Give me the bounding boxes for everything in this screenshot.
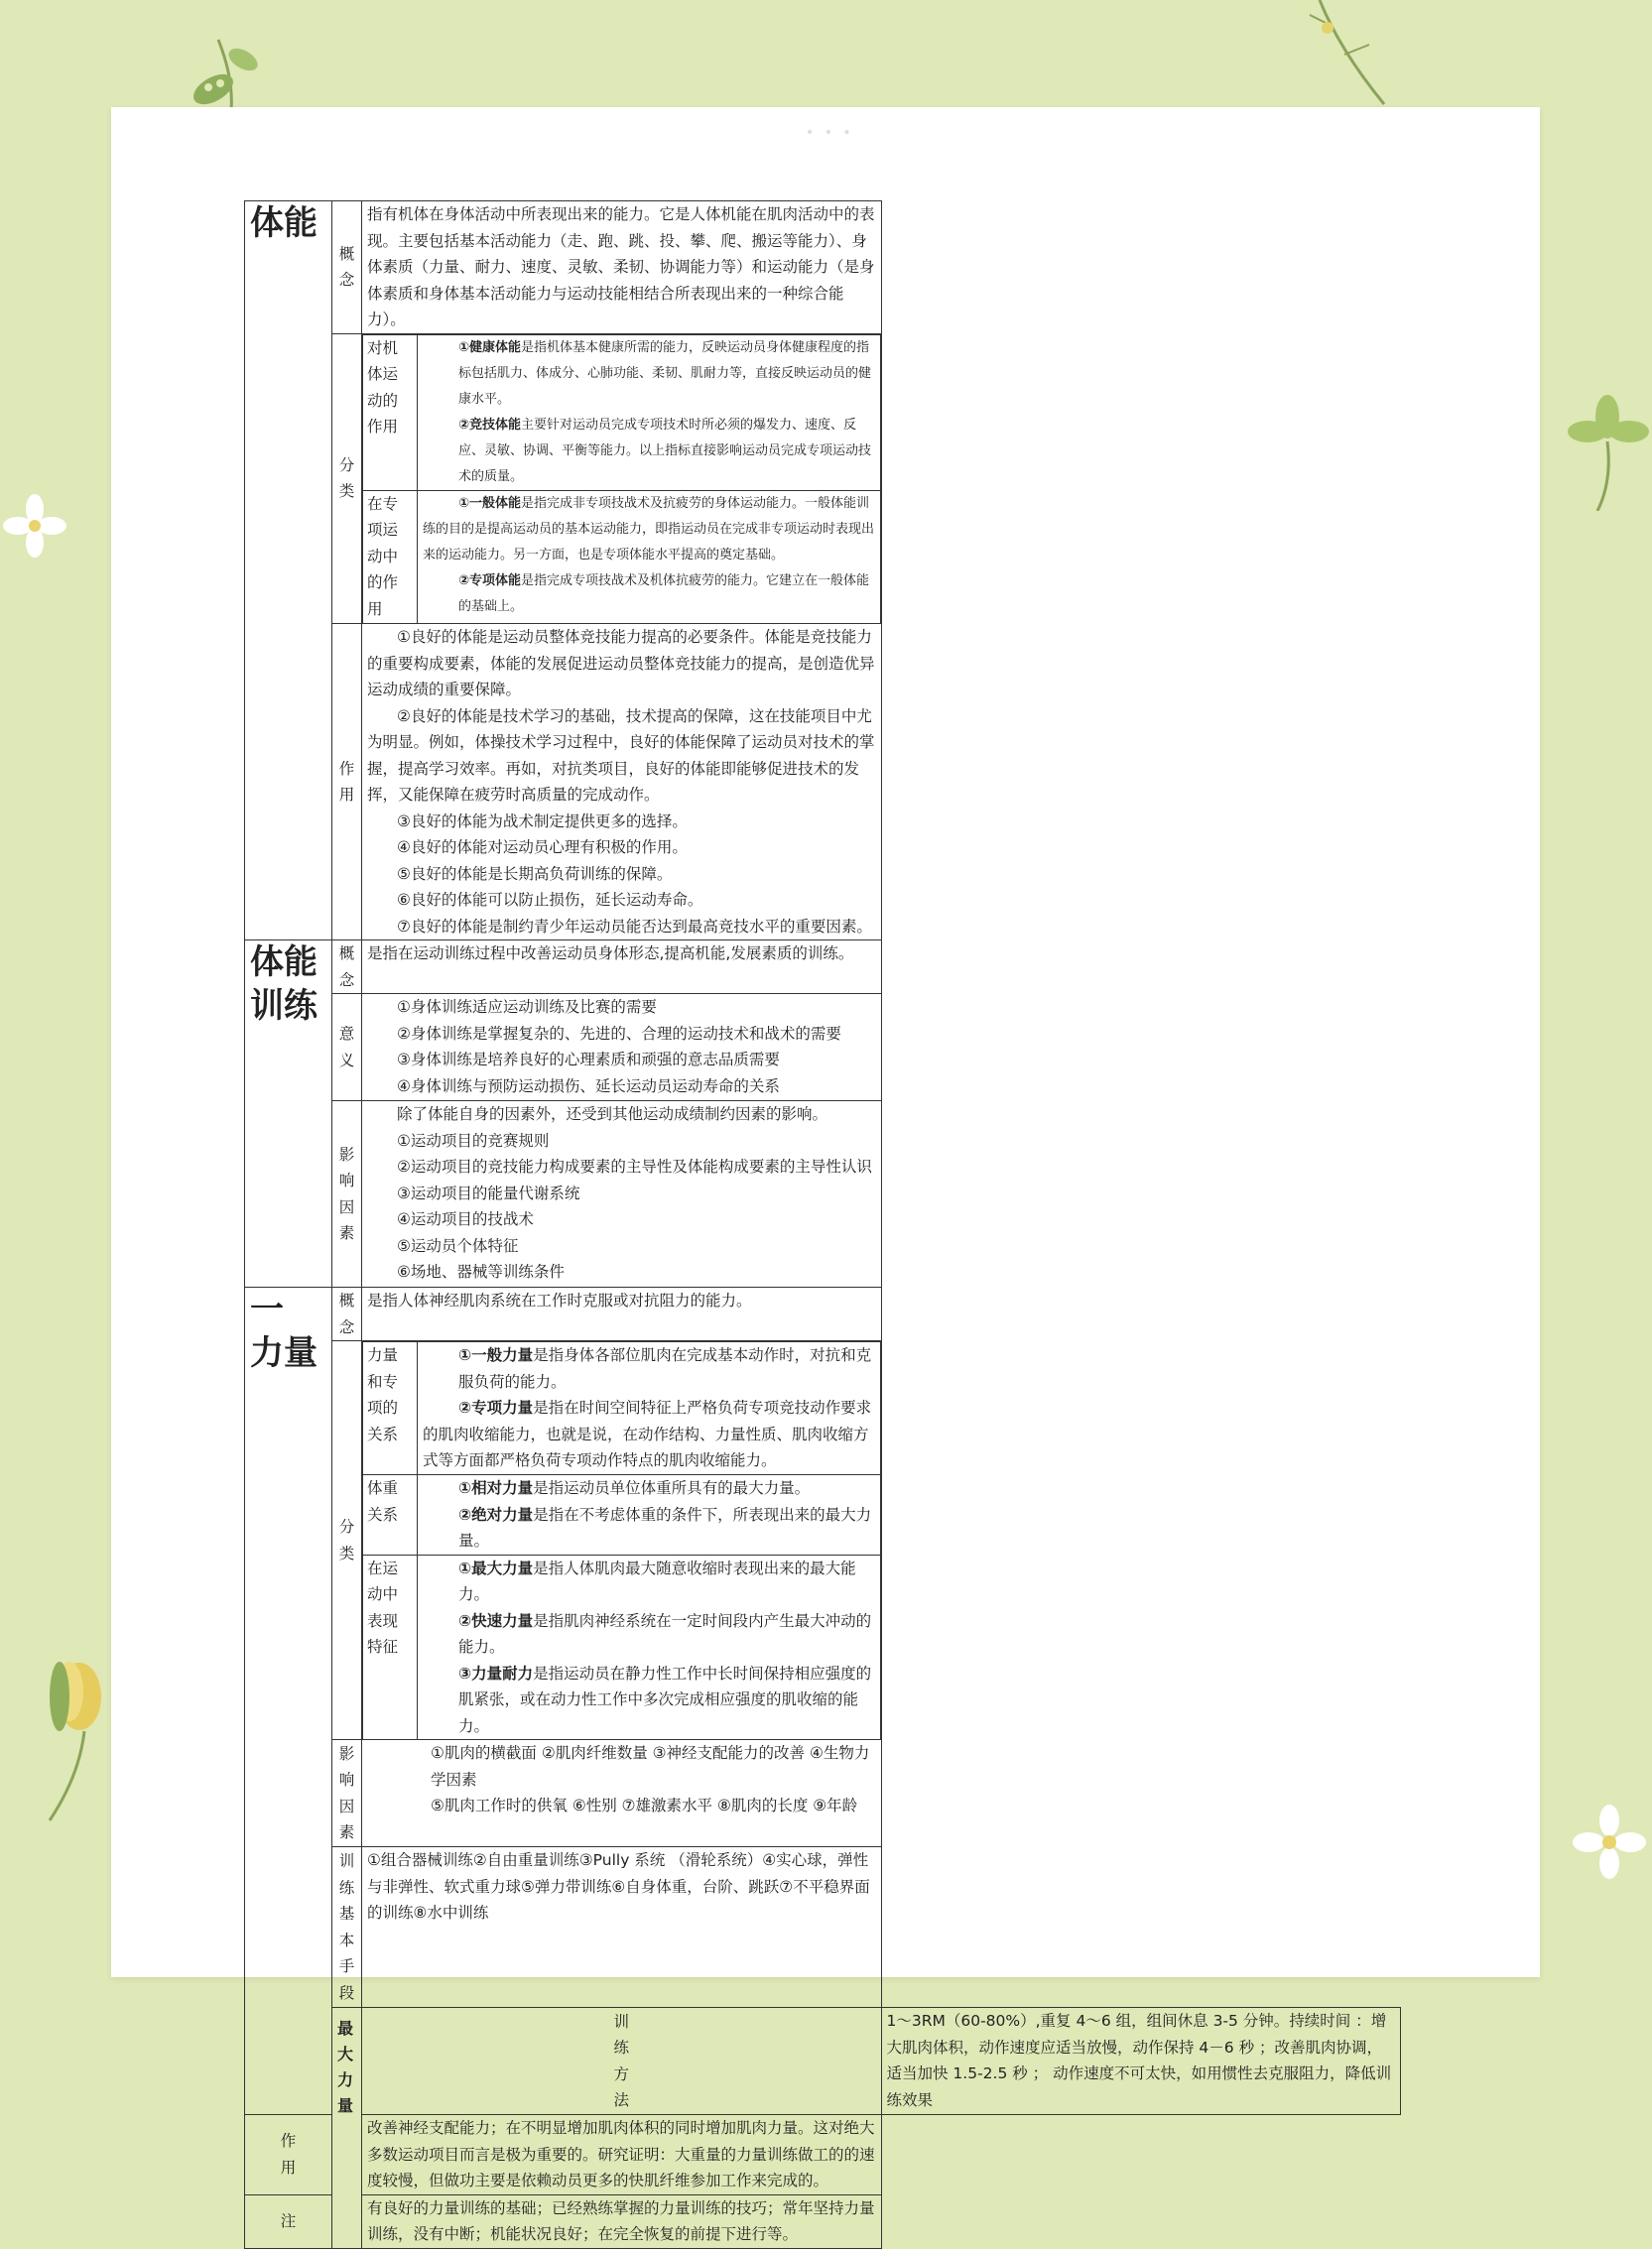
flower-bottom-right-icon (1568, 1801, 1652, 1885)
role-content: ①良好的体能是运动员整体竞技能力提高的必要条件。体能是竞技能力的重要构成要素，体能的发展促进运动员整体竞技能力的提高，是创造优异运动成绩的重要保障。 ②良好的体能是技术学习的基础，技术提高的保障，这在技能项目中尤为明显。例如，体操技术学习过程中，良好的体能保障了运动员对技术的掌握，提高学习效率。再如，对抗类项目，良好的体能即能够促进技术的发挥，又能保障在疲劳时高质量的完成动作。 ③良好的体能为战术制定提供更多的选择。 ④良好的体能对运动员心理有积极的作用。 ⑤良好的体能是长期高负荷训练的保障。 ⑥良好的体能可以防止损伤，延长运动寿命。 ⑦良好的体能是制约青少年运动员能否达到最高竞技水平的重要因素。 (362, 624, 882, 940)
strength-classification-subtable (362, 1341, 881, 1739)
branch-top-right-icon (1290, 0, 1409, 109)
flower-left-icon (0, 491, 79, 570)
row-label-concept: 概念 (332, 201, 362, 334)
row-label-role: 作用 (332, 624, 362, 940)
row-label-factors: 影响因素 (332, 1101, 362, 1288)
section-heading-max-strength: 最大力量 (332, 2008, 362, 2249)
tulip-left-icon (30, 1637, 119, 1825)
row-label-meaning: 意义 (332, 994, 362, 1101)
strength-concept-text: 是指人体神经肌肉系统在工作时克服或对抗阻力的能力。 (362, 1288, 882, 1341)
section-heading-fitness-training: 体能 训练 (245, 940, 332, 1288)
row-label-training-means: 训练基本手段 (332, 1847, 362, 2008)
sub-label-body-movement: 对机体运动的作用 (363, 334, 418, 490)
strength-class1-content: ①一般力量是指身体各部位肌肉在完成基本动作时，对抗和克服负荷的能力。 ②专项力量是指在时间空间特征上严格负荷专项竞技动作要求的肌肉收缩能力，也就是说，在动作结构、力量性质、肌肉收缩方式等方面都严格负荷专项动作特点的肌肉收缩能力。 (418, 1342, 881, 1475)
page-indicator-dots: • • • (806, 125, 854, 141)
strength-class2-content: ①相对力量是指运动员单位体重所具有的最大力量。 ②绝对力量是指在不考虑体重的条件下，所表现出来的最大力量。 (418, 1475, 881, 1556)
sub-label-body-weight: 体重关系 (363, 1475, 418, 1556)
concept-text: 指有机体在身体活动中所表现出来的能力。它是人体机能在肌肉活动中的表现。主要包括基本活动能力（走、跑、跳、投、攀、爬、搬运等能力）、身体素质（力量、耐力、速度、灵敏、柔韧、协调能力等）和运动能力（是身体素质和身体基本活动能力与运动技能相结合所表现出来的一种综合能力）。 (362, 201, 882, 334)
sub-label-special-relation: 力量和专项的关系 (363, 1342, 418, 1475)
strength-factors-content: ①肌肉的横截面 ②肌肉纤维数量 ③神经支配能力的改善 ④生物力学因素 ⑤肌肉工作时的供氧 ⑥性别 ⑦雄激素水平 ⑧肌肉的长度 ⑨年龄 (362, 1740, 882, 1847)
physical-fitness-table (244, 200, 1401, 2249)
strength-class3-content: ①最大力量是指人体肌肉最大随意收缩时表现出来的最大能力。 ②快速力量是指肌肉神经系统在一定时间段内产生最大冲动的能力。 ③力量耐力是指运动员在静力性工作中长时间保持相应强度的肌紧张，或在动力性工作中多次完成相应强度的肌收缩的能力。 (418, 1555, 881, 1739)
training-method-content: 1～3RM（60-80%）,重复 4～6 组，组间休息 3-5 分钟。持续时间 ：增大肌肉体积，动作速度应适当放慢，动作保持 4－6 秒 ；改善肌肉协调，适当加快 1.5-2.5 秒 ； 动作速度不可太快，如用惯性去克服阻力，降低训练效果 (881, 2008, 1401, 2115)
max-strength-role-content: 改善神经支配能力；在不明显增加肌肉体积的同时增加肌肉力量。这对绝大多数运动项目而言是极为重要的。研究证明：大重量的力量训练做工的的速度较慢，但做功主要是依赖动员更多的快肌纤维参加工作来完成的。 (362, 2115, 882, 2195)
row-label-role-4: 作用 (245, 2115, 332, 2195)
section-heading-strength: 一 力量 (245, 1288, 332, 2115)
meaning-content: ①身体训练适应运动训练及比赛的需要 ②身体训练是掌握复杂的、先进的、合理的运动技术和战术的需要 ③身体训练是培养良好的心理素质和顽强的意志品质需要 ④身体训练与预防运动损伤、延长运动员运动寿命的关系 (362, 994, 882, 1101)
row-label-note: 注 (245, 2194, 332, 2248)
row-label-concept-3: 概念 (332, 1288, 362, 1341)
factors-content: 除了体能自身的因素外，还受到其他运动成绩制约因素的影响。 ①运动项目的竞赛规则 ②运动项目的竞技能力构成要素的主导性及体能构成要素的主导性认识 ③运动项目的能量代谢系统 ④运动项目的技战术 ⑤运动员个体特征 ⑥场地、器械等训练条件 (362, 1101, 882, 1288)
class1-content: ①健康体能是指机体基本健康所需的能力，反映运动员身体健康程度的指标包括肌力、体成分、心肺功能、柔韧、肌耐力等，直接反映运动员的健康水平。 ②竞技体能主要针对运动员完成专项技术时所必须的爆发力、速度、反应、灵敏、协调、平衡等能力。以上指标直接影响运动员完成专项运动技术的质量。 (418, 334, 881, 490)
row-label-factors-3: 影响因素 (332, 1740, 362, 1847)
flower-right-icon (1568, 392, 1652, 511)
note-content: 有良好的力量训练的基础；已经熟练掌握的力量训练的技巧；常年坚持力量训练，没有中断；机能状况良好；在完全恢复的前提下进行等。 (362, 2194, 882, 2248)
section-heading-fitness: 体能 (245, 201, 332, 940)
row-label-concept-2: 概念 (332, 940, 362, 994)
classification-subtable (362, 334, 881, 624)
row-label-training-method: 训练方法 (362, 2008, 882, 2115)
sub-label-special-sport: 在专项运动中的作用 (363, 490, 418, 623)
row-label-classification: 分类 (332, 333, 362, 624)
class2-content: ①一般体能是指完成非专项技战术及抗疲劳的身体运动能力。一般体能训练的目的是提高运动员的基本运动能力，即指运动员在完成非专项运动时表现出来的运动能力。另一方面，也是专项体能水平提高的奠定基础。 ②专项体能是指完成专项技战术及机体抗疲劳的能力。它建立在一般体能的基础上。 (418, 490, 881, 623)
training-concept-text: 是指在运动训练过程中改善运动员身体形态,提高机能,发展素质的训练。 (362, 940, 882, 994)
training-means-content: ①组合器械训练②自由重量训练③Pully 系统 （滑轮系统）④实心球，弹性与非弹性、软式重力球⑤弹力带训练⑥自身体重，台阶、跳跃⑦不平稳界面的训练⑧水中训练 (362, 1847, 882, 2008)
sub-label-performance: 在运动中表现特征 (363, 1555, 418, 1739)
row-label-classification-3: 分类 (332, 1341, 362, 1740)
